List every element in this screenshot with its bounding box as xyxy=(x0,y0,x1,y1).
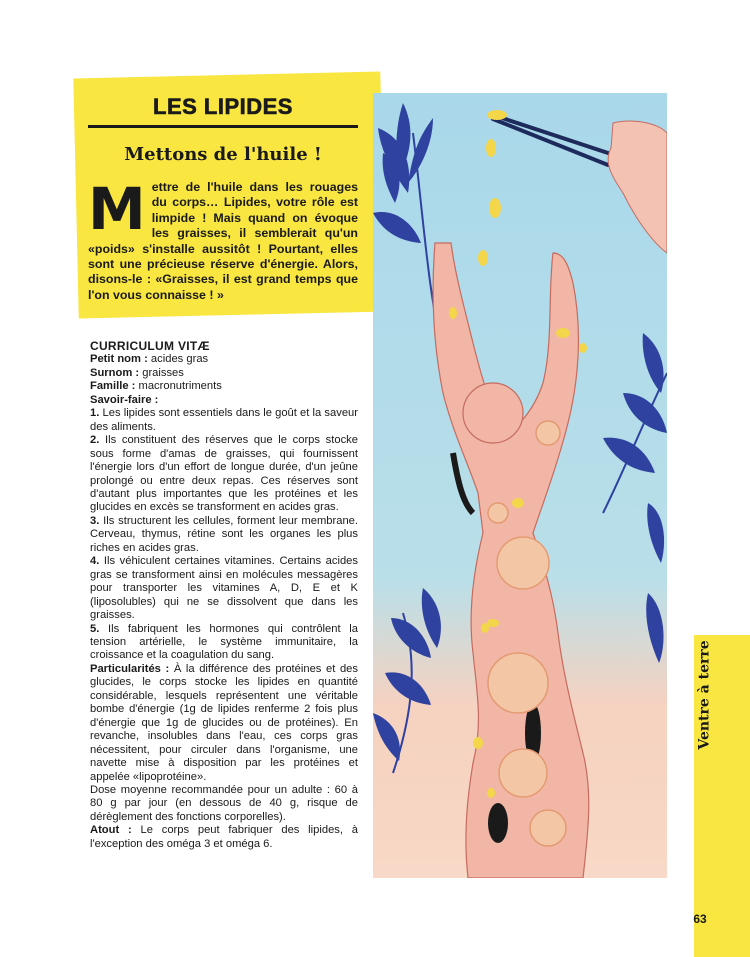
cv-atout xyxy=(90,824,358,851)
article-subtitle: Mettons de l'huile ! xyxy=(124,144,322,165)
item-number: 5. xyxy=(90,622,100,635)
oil-drop-icon xyxy=(449,307,457,319)
fat-cell-icon xyxy=(488,503,508,523)
oil-drop-icon xyxy=(473,737,483,749)
item-text: Ils constituent des réserves que le corps stocke sous forme d'amas de graisses, qui fournissent l'énergie lors d'un effort de longue durée, d'un jeûne prolongé ou entre deux repas. Ces réserves sont d'autant plus importantes que les protéines et les glucides en excès se transforment en acides gras. xyxy=(90,434,358,514)
cv-value: macronutriments xyxy=(135,380,222,393)
item-text: Ils structurent les cellules, forment leur membrane. Cerveau, thymus, rétine sont les organes les plus riches en acides gras. xyxy=(90,514,358,554)
cv-value: À la différence des protéines et des glucides, le corps stocke les lipides en quantité considérable, lesquels représentent une véritable bombe d'énergie (1g de lipides renferme 2 fois plus d'énergie que 1g de glucides ou de protéines). En revanche, insolubles dans l'eau, ces corps gras nécessitent, pour circuler dans l'organisme, une navette mise à disposition par les protéines et appelée «lipoprotéine». xyxy=(90,662,358,783)
cv-item xyxy=(90,515,358,555)
curriculum-vitae xyxy=(90,340,358,851)
oil-drop-icon xyxy=(481,623,489,633)
intro-block xyxy=(88,92,358,303)
section-title: LES LIPIDES xyxy=(153,94,293,119)
intro-text: ettre de l'huile dans les rouages du corps… Lipides, votre rôle est limpide ! Mais quand on évoque les graisses, il semblerait qu'un «poids» s'installe aussitôt ! Pourtant, elles sont une précieuse réserve d'énergie. Alors, disons-le : «Graisses, il est grand temps que l'on vous connaisse ! » xyxy=(88,180,358,302)
oil-drop-icon xyxy=(489,198,501,218)
cv-label: Famille : xyxy=(90,380,136,393)
cv-heading: CURRICULUM VITÆ xyxy=(90,339,210,353)
cv-label: Savoir-faire : xyxy=(90,393,159,406)
fat-cell-icon xyxy=(536,421,560,445)
cv-item xyxy=(90,623,358,663)
oil-drop-icon xyxy=(487,788,495,798)
side-tab-label-wrapper xyxy=(694,635,716,755)
fat-cell-icon xyxy=(530,810,566,846)
cv-item xyxy=(90,434,358,515)
cv-value: acides gras xyxy=(147,353,209,366)
oil-drop-icon xyxy=(556,328,570,338)
cv-famille xyxy=(90,380,358,393)
dropcap: M xyxy=(88,175,146,243)
intro-paragraph xyxy=(88,175,358,303)
oil-drop-icon xyxy=(512,498,524,508)
cv-item xyxy=(90,555,358,622)
oil-drop-icon xyxy=(486,139,496,157)
cv-petit-nom xyxy=(90,353,358,366)
cv-item xyxy=(90,407,358,434)
item-text: Ils véhiculent certaines vitamines. Certains acides gras se transforment ainsi en molécules messagères pour transporter les vitamines A, D, E et K (liposolubles) qui ne se dissolvent que dans les graisses. xyxy=(90,555,358,622)
oil-drop-icon xyxy=(487,619,499,627)
cv-label: Surnom : xyxy=(90,366,140,379)
item-number: 1. xyxy=(90,407,100,420)
fat-cell-icon xyxy=(497,537,549,589)
cv-surnom xyxy=(90,367,358,380)
item-text: Ils fabriquent les hormones qui contrôlent la tension artérielle, le système immunitaire, la croissance et la coagulation du sang. xyxy=(90,622,358,662)
item-number: 2. xyxy=(90,434,100,447)
cv-value: graisses xyxy=(139,366,184,379)
head-icon xyxy=(463,383,523,443)
oil-drop-icon xyxy=(487,110,507,120)
body-illustration xyxy=(373,93,667,878)
cv-label: Particularités : xyxy=(90,662,170,675)
title-divider xyxy=(88,125,358,128)
cv-particularites xyxy=(90,663,358,784)
cv-label: Atout : xyxy=(90,824,132,837)
fat-cell-icon xyxy=(499,749,547,797)
item-number: 3. xyxy=(90,514,100,527)
side-tab-label: Ventre à terre xyxy=(697,640,714,750)
cv-dose: Dose moyenne recommandée pour un adulte : 60 à 80 g par jour (en dessous de 40 g, risque de dérèglement des fonctions corporelles). xyxy=(90,783,358,823)
item-text: Les lipides sont essentiels dans le goût et la saveur des aliments. xyxy=(90,407,358,433)
page-number: 63 xyxy=(693,912,707,926)
fat-cell-icon xyxy=(488,653,548,713)
cv-savoir-faire xyxy=(90,394,358,407)
item-number: 4. xyxy=(90,555,100,568)
shadow-shape xyxy=(488,803,508,843)
cv-value: Le corps peut fabriquer des lipides, à l'exception des oméga 3 et oméga 6. xyxy=(90,824,358,850)
oil-drop-icon xyxy=(478,250,488,266)
cv-label: Petit nom : xyxy=(90,353,148,366)
illustration-svg xyxy=(373,93,667,878)
oil-drop-icon xyxy=(579,343,587,353)
